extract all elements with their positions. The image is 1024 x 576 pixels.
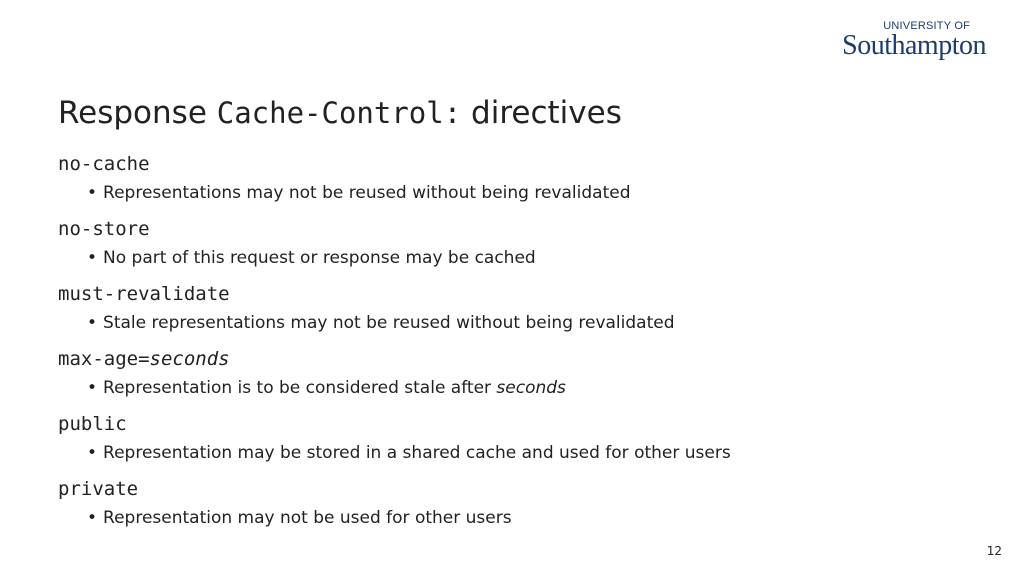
directive-term: must-revalidate — [58, 283, 230, 305]
logo-main-line: Southampton — [842, 30, 986, 61]
directive-item — [58, 150, 978, 215]
title-prefix: Response — [58, 95, 207, 131]
directive-description: • Representations may not be reused without being revalidated — [87, 183, 631, 203]
slide-title — [58, 93, 622, 133]
directive-term: max-age=seconds — [58, 348, 230, 370]
directive-term: no-cache — [58, 153, 150, 175]
page-number: 12 — [986, 544, 1002, 558]
directive-description-variable: seconds — [496, 378, 566, 398]
directive-list — [58, 150, 978, 540]
directive-term-variable: seconds — [149, 348, 230, 370]
directive-item — [58, 215, 978, 280]
directive-item — [58, 410, 978, 475]
directive-item — [58, 475, 978, 540]
directive-term: no-store — [58, 218, 150, 240]
directive-term: public — [58, 413, 127, 435]
directive-item — [58, 345, 978, 410]
logo-top-line: UNIVERSITY OF — [883, 20, 970, 32]
directive-description: • Representation is to be considered stale after seconds — [87, 378, 566, 398]
directive-description: • Representation may be stored in a shared cache and used for other users — [87, 443, 731, 463]
title-suffix: directives — [471, 95, 622, 131]
directive-description: • Representation may not be used for other users — [87, 508, 512, 528]
directive-description: • No part of this request or response may be cached — [87, 248, 536, 268]
directive-item — [58, 280, 978, 345]
directive-description: • Stale representations may not be reused without being revalidated — [87, 313, 675, 333]
university-logo — [842, 20, 986, 60]
title-code: Cache-Control: — [216, 96, 462, 130]
directive-term: private — [58, 478, 139, 500]
